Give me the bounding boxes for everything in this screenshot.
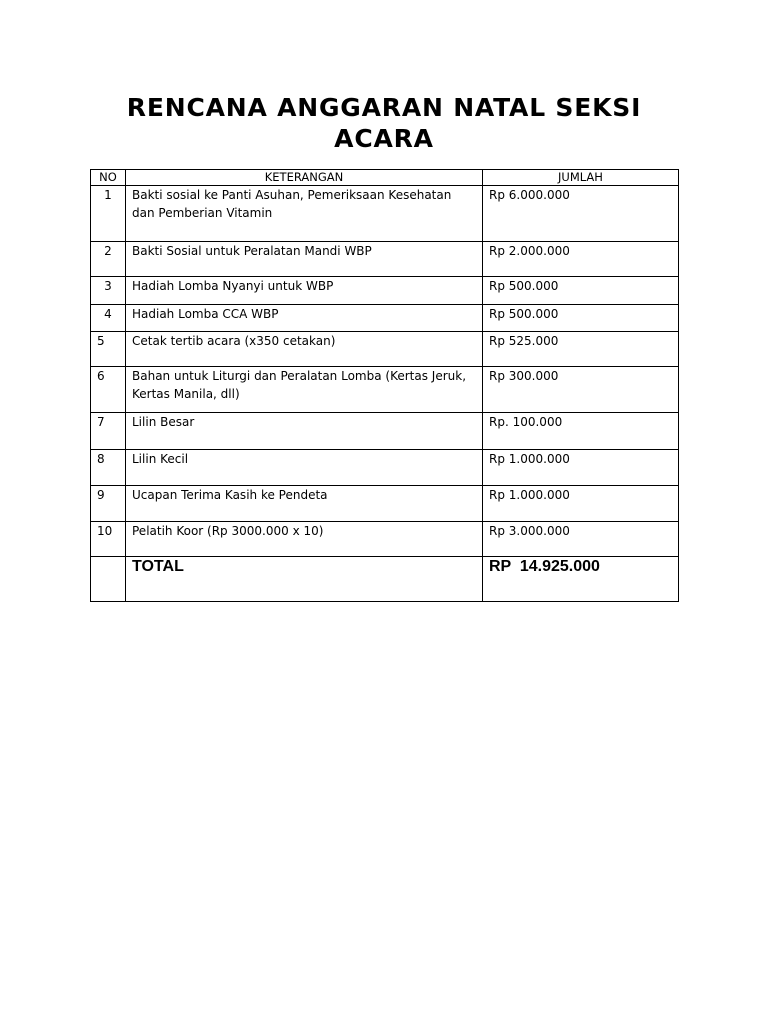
row-amount: Rp 3.000.000 [483, 522, 679, 557]
table-row [91, 242, 679, 277]
total-amount: RP 14.925.000 [483, 557, 679, 602]
row-amount: Rp 1.000.000 [483, 450, 679, 486]
total-label: TOTAL [126, 557, 483, 602]
table-row [91, 186, 679, 242]
row-amount: Rp 2.000.000 [483, 242, 679, 277]
row-number: 4 [91, 305, 126, 332]
row-description: Hadiah Lomba Nyanyi untuk WBP [126, 277, 483, 305]
table-row [91, 522, 679, 557]
header-amount: JUMLAH [483, 170, 679, 186]
table-row [91, 486, 679, 522]
table-row [91, 332, 679, 367]
row-number: 5 [91, 332, 126, 367]
row-description: Hadiah Lomba CCA WBP [126, 305, 483, 332]
row-amount: Rp. 100.000 [483, 413, 679, 450]
row-description: Lilin Besar [126, 413, 483, 450]
row-description: Bahan untuk Liturgi dan Peralatan Lomba (Kertas Jeruk, Kertas Manila, dll) [126, 367, 483, 413]
row-description: Bakti Sosial untuk Peralatan Mandi WBP [126, 242, 483, 277]
row-number: 10 [91, 522, 126, 557]
table-row [91, 305, 679, 332]
total-number [91, 557, 126, 602]
row-description: Cetak tertib acara (x350 cetakan) [126, 332, 483, 367]
header-no: NO [91, 170, 126, 186]
table-header-row [91, 170, 679, 186]
row-number: 6 [91, 367, 126, 413]
row-number: 9 [91, 486, 126, 522]
row-description: Pelatih Koor (Rp 3000.000 x 10) [126, 522, 483, 557]
budget-table [90, 169, 679, 602]
header-description: KETERANGAN [126, 170, 483, 186]
row-number: 2 [91, 242, 126, 277]
row-number: 3 [91, 277, 126, 305]
table-row [91, 450, 679, 486]
table-row [91, 413, 679, 450]
table-row [91, 367, 679, 413]
table-row [91, 277, 679, 305]
row-number: 8 [91, 450, 126, 486]
row-amount: Rp 525.000 [483, 332, 679, 367]
row-amount: Rp 300.000 [483, 367, 679, 413]
row-amount: Rp 6.000.000 [483, 186, 679, 242]
page-title: RENCANA ANGGARAN NATAL SEKSI ACARA [126, 93, 642, 153]
row-amount: Rp 500.000 [483, 305, 679, 332]
row-description: Ucapan Terima Kasih ke Pendeta [126, 486, 483, 522]
row-amount: Rp 500.000 [483, 277, 679, 305]
row-description: Bakti sosial ke Panti Asuhan, Pemeriksaan Kesehatan dan Pemberian Vitamin [126, 186, 483, 242]
total-row [91, 557, 679, 602]
row-number: 1 [91, 186, 126, 242]
row-number: 7 [91, 413, 126, 450]
row-description: Lilin Kecil [126, 450, 483, 486]
row-amount: Rp 1.000.000 [483, 486, 679, 522]
